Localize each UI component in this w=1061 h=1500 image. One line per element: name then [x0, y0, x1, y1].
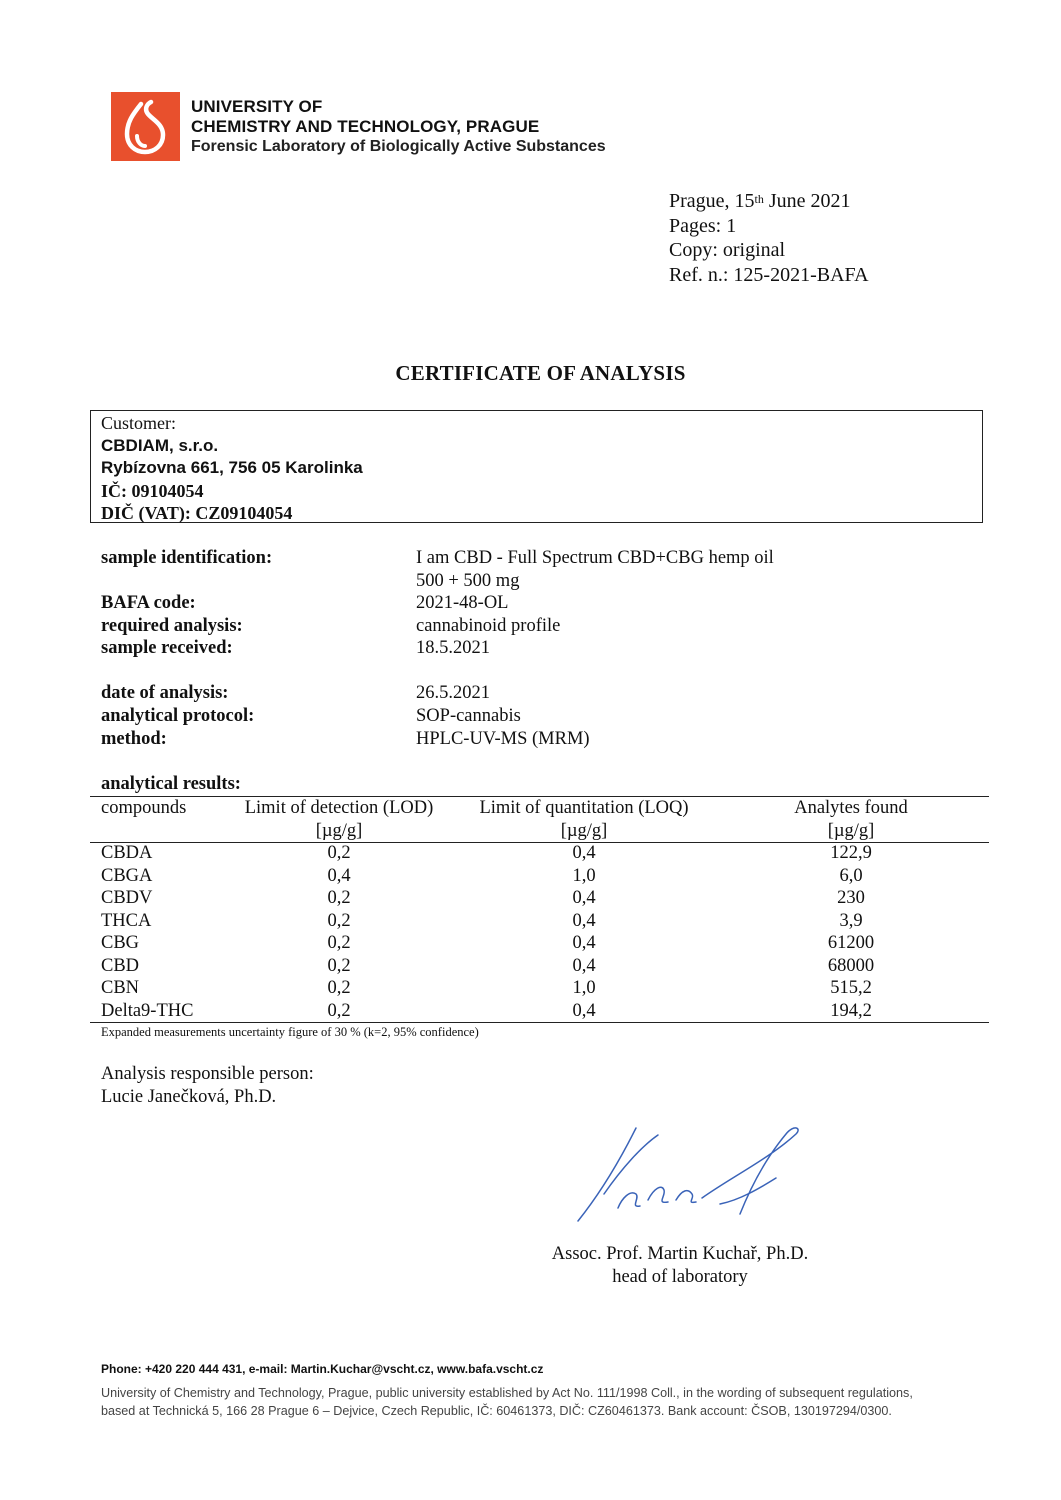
loq-value: 0,4	[572, 933, 596, 953]
org-line-1: UNIVERSITY OF	[191, 97, 323, 116]
bafa-code-value: 2021-48-OL	[416, 593, 509, 613]
lod-value: 0,2	[327, 888, 351, 908]
flask-logo-icon	[111, 92, 180, 161]
meta-ref: Ref. n.: 125-2021-BAFA	[669, 263, 869, 286]
sample-received-value: 18.5.2021	[416, 638, 490, 658]
found-value: 515,2	[830, 978, 872, 998]
customer-ic: IČ: 09104054	[101, 480, 204, 501]
loq-value: 0,4	[572, 1001, 596, 1021]
responsible-label: Analysis responsible person:	[101, 1064, 314, 1084]
bafa-code-label: BAFA code:	[101, 593, 196, 613]
compound-name: Delta9-THC	[101, 1001, 194, 1021]
meta-copy: Copy: original	[669, 239, 786, 261]
found-value: 230	[837, 888, 865, 908]
signature	[570, 1118, 820, 1233]
signer-block	[520, 1243, 840, 1289]
university-logo	[111, 92, 180, 161]
loq-value: 0,4	[572, 888, 596, 908]
unit-found: [µg/g]	[827, 821, 875, 841]
required-analysis-label: required analysis:	[101, 616, 243, 636]
compound-name: CBDA	[101, 843, 153, 863]
loq-value: 1,0	[572, 866, 596, 886]
compound-name: THCA	[101, 911, 152, 931]
method-label: method:	[101, 729, 167, 749]
sample-identification-amount: 500 + 500 mg	[416, 571, 520, 591]
responsible-name: Lucie Janečková, Ph.D.	[101, 1086, 277, 1107]
found-value: 122,9	[830, 843, 872, 863]
responsible-person	[101, 1063, 314, 1108]
table-bottom-rule	[90, 1022, 989, 1023]
header-found: Analytes found	[794, 798, 908, 818]
page-title: CERTIFICATE OF ANALYSIS	[395, 361, 686, 385]
compound-name: CBDV	[101, 888, 153, 908]
unit-loq: [µg/g]	[560, 821, 608, 841]
uncertainty-note: Expanded measurements uncertainty figure of 30 % (k=2, 95% confidence)	[101, 1025, 479, 1039]
found-value: 194,2	[830, 1001, 872, 1021]
unit-lod: [µg/g]	[315, 821, 363, 841]
required-analysis-value: cannabinoid profile	[416, 616, 561, 636]
lod-value: 0,2	[327, 843, 351, 863]
customer-label: Customer:	[101, 413, 176, 433]
header-lod: Limit of detection (LOD)	[244, 798, 434, 818]
meta-date: Prague, 15th June 2021	[669, 190, 851, 212]
lod-value: 0,2	[327, 911, 351, 931]
handwritten-signature-icon	[570, 1118, 820, 1233]
compound-name: CBN	[101, 978, 140, 998]
loq-value: 0,4	[572, 911, 596, 931]
org-line-2: CHEMISTRY AND TECHNOLOGY, PRAGUE	[191, 117, 540, 136]
header-compounds: compounds	[101, 798, 187, 818]
signer-name: Assoc. Prof. Martin Kuchař, Ph.D.	[551, 1244, 809, 1264]
org-line-3: Forensic Laboratory of Biologically Active Substances	[191, 138, 606, 155]
meta-pages: Pages: 1	[669, 214, 737, 237]
loq-value: 0,4	[572, 956, 596, 976]
customer-address: Rybízovna 661, 756 05 Karolinka	[101, 458, 363, 477]
compound-name: CBG	[101, 933, 140, 953]
loq-value: 1,0	[572, 978, 596, 998]
found-value: 61200	[827, 933, 875, 953]
found-value: 3,9	[839, 911, 863, 931]
found-value: 6,0	[839, 866, 863, 886]
lod-value: 0,2	[327, 978, 351, 998]
sample-identification-label: sample identification:	[101, 548, 273, 568]
lod-value: 0,2	[327, 933, 351, 953]
analytical-protocol-label: analytical protocol:	[101, 706, 255, 726]
lod-value: 0,4	[327, 866, 351, 886]
sample-received-label: sample received:	[101, 638, 233, 658]
lod-value: 0,2	[327, 956, 351, 976]
found-value: 68000	[827, 956, 875, 976]
sample-identification-value: I am CBD - Full Spectrum CBD+CBG hemp oil	[416, 548, 774, 568]
customer-dic: DIČ (VAT): CZ09104054	[101, 503, 293, 523]
footer-legal-line-1: University of Chemistry and Technology, Prague, public university established by Act No. 111/1998 Coll., in the wording of subsequent regulations,	[101, 1386, 913, 1400]
footer-legal	[101, 1384, 913, 1420]
customer-block	[101, 412, 363, 525]
footer-legal-line-2: based at Technická 5, 166 28 Prague 6 – Dejvice, Czech Republic, IČ: 60461373, DIČ: CZ60461373. Bank account: ČSOB, 130197294/0300.	[101, 1404, 892, 1418]
analytical-protocol-value: SOP-cannabis	[416, 706, 521, 726]
document-meta	[669, 189, 869, 287]
loq-value: 0,4	[572, 843, 596, 863]
lod-value: 0,2	[327, 1001, 351, 1021]
header-loq: Limit of quantitation (LOQ)	[479, 798, 689, 818]
org-name	[191, 97, 606, 157]
date-of-analysis-label: date of analysis:	[101, 683, 229, 703]
method-value: HPLC-UV-MS (MRM)	[416, 729, 590, 749]
customer-name: CBDIAM, s.r.o.	[101, 435, 219, 455]
results-heading: analytical results:	[101, 774, 241, 794]
date-of-analysis-value: 26.5.2021	[416, 683, 490, 703]
signer-role: head of laboratory	[612, 1267, 748, 1287]
compound-name: CBGA	[101, 866, 153, 886]
footer-contact: Phone: +420 220 444 431, e-mail: Martin.Kuchar@vscht.cz, www.bafa.vscht.cz	[101, 1362, 544, 1376]
compound-name: CBD	[101, 956, 140, 976]
